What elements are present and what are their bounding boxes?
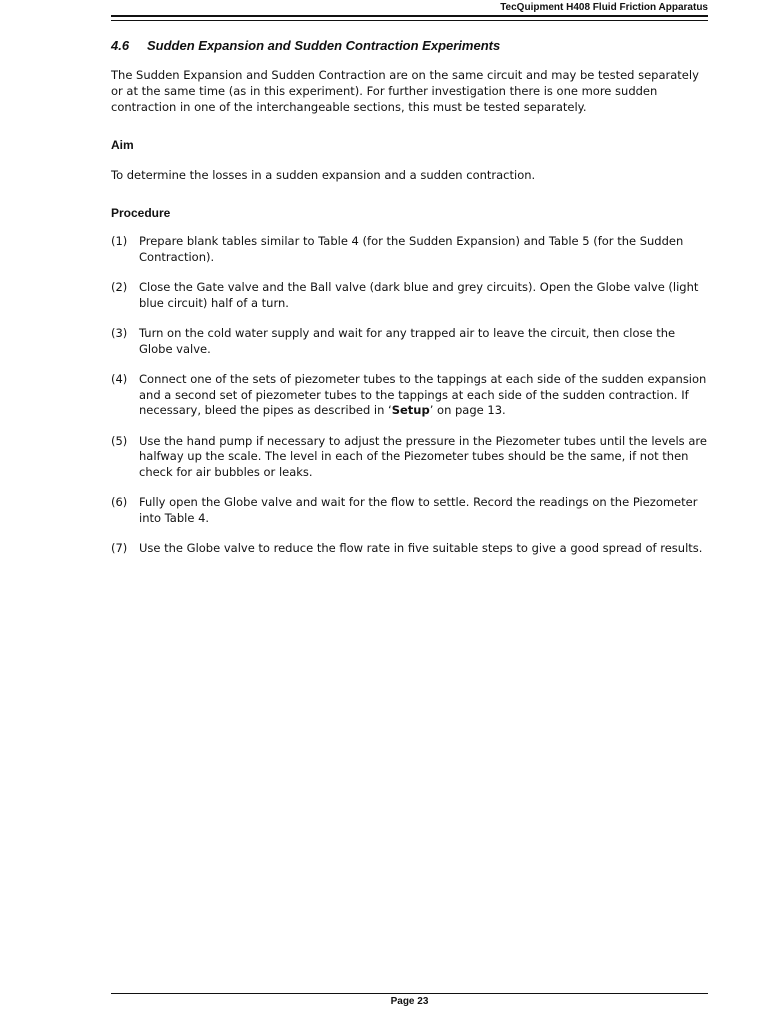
header-rule-secondary — [111, 20, 708, 21]
procedure-step-4 — [111, 372, 711, 419]
step-number: (2) — [111, 280, 128, 294]
page-number: Page 23 — [390, 996, 429, 1007]
step-text: Prepare blank tables similar to Table 4 (for the Sudden Expansion) and Table 5 (for the Sudden Contraction). — [139, 234, 684, 264]
step-number: (1) — [111, 234, 128, 248]
step-number: (5) — [111, 433, 128, 448]
intro-paragraph: The Sudden Expansion and Sudden Contraction are on the same circuit and may be tested separately or at the same time (as in this experiment). For further investigation there is one more sudden contraction in one of the interchangeable sections, this must be tested separately. — [111, 68, 699, 114]
procedure-step-2 — [111, 280, 711, 311]
procedure-step-7 — [111, 541, 711, 557]
step-number: (7) — [111, 541, 128, 555]
step-text: Turn on the cold water supply and wait for any trapped air to leave the circuit, then close the Globe valve. — [139, 326, 676, 356]
step-number: (4) — [111, 372, 128, 386]
step-text: Use the Globe valve to reduce the flow rate in five suitable steps to give a good spread of results. — [139, 541, 703, 555]
running-header-title: TecQuipment H408 Fluid Friction Apparatus — [500, 2, 708, 13]
step-text: Use the hand pump if necessary to adjust the pressure in the Piezometer tubes until the levels are halfway up the scale. The level in each of the Piezometer tubes should be the same, if not then check for air bubbles or leaks. — [139, 433, 707, 479]
step-number: (6) — [111, 495, 128, 509]
step-text: Fully open the Globe valve and wait for the flow to settle. Record the readings on the Piezometer into Table 4. — [139, 495, 698, 525]
setup-reference: Setup — [391, 403, 430, 417]
aim-heading: Aim — [111, 138, 134, 152]
procedure-steps — [111, 234, 711, 572]
aim-text: To determine the losses in a sudden expansion and a sudden contraction. — [111, 168, 536, 182]
footer-rule — [111, 993, 708, 994]
header-rule — [111, 15, 708, 17]
procedure-step-1 — [111, 234, 711, 265]
procedure-step-5 — [111, 434, 711, 481]
section-number: 4.6 — [111, 38, 130, 53]
step-text: Close the Gate valve and the Ball valve (dark blue and grey circuits). Open the Globe valve (light blue circuit) half of a turn. — [139, 280, 699, 310]
procedure-heading: Procedure — [111, 206, 171, 220]
section-title — [111, 38, 708, 54]
section-title-text: Sudden Expansion and Sudden Contraction Experiments — [147, 38, 501, 53]
step-text — [139, 372, 711, 419]
procedure-step-3 — [111, 326, 711, 357]
procedure-step-6 — [111, 495, 711, 526]
step-number: (3) — [111, 326, 128, 340]
step-text-part: Connect one of the sets of piezometer tubes to the tappings at each side of the sudden expansion and a second set of piezometer tubes to the tappings at each side of the sudden contraction. If necessary, bleed the pipes as described in ‘ — [139, 372, 707, 417]
step-text-part: ’ on page 13. — [429, 403, 506, 417]
